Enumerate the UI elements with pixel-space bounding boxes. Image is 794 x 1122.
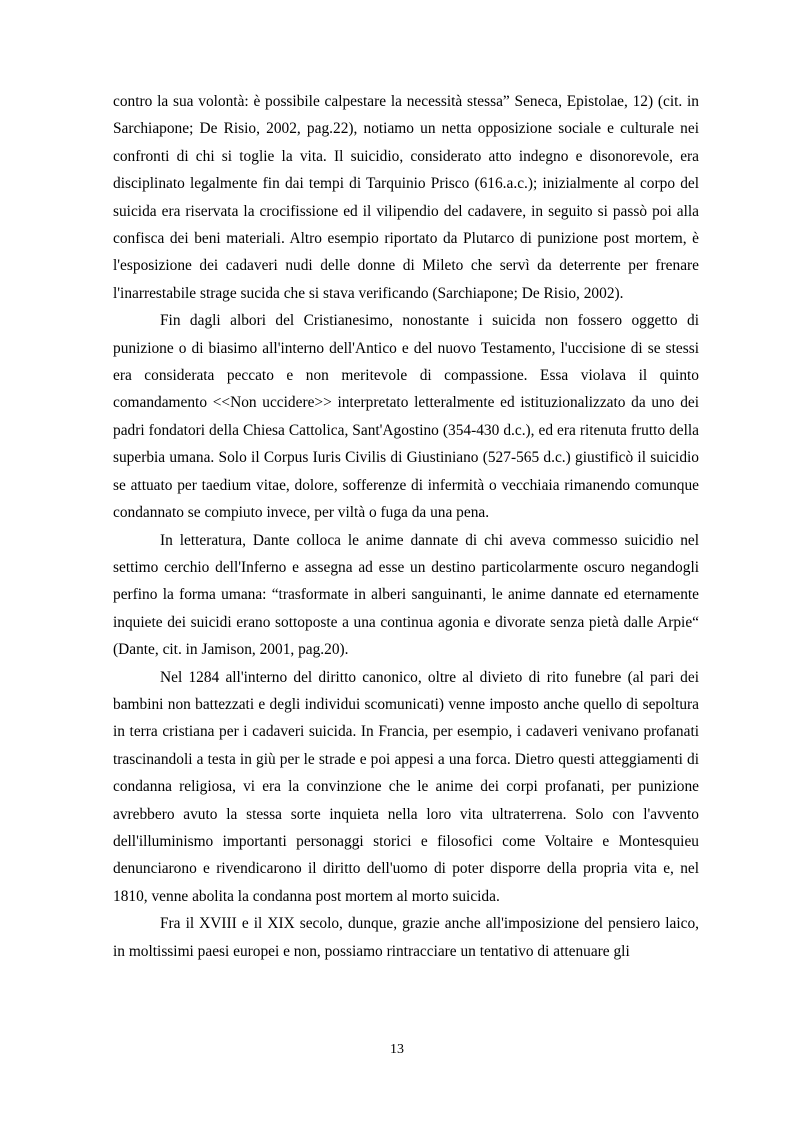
paragraph-3: In letteratura, Dante colloca le anime dannate di chi aveva commesso suicidio nel settimo cerchio dell'Inferno e assegna ad esse un destino particolarmente oscuro negandogli perfino la forma umana: “trasformate in alberi sanguinanti, le anime dannate ed eternamente inquiete dei suicidi erano sottoposte a una continua agonia e divorate senza pietà dalle Arpie“ (Dante, cit. in Jamison, 2001, pag.20).: [113, 531, 699, 659]
paragraph-5: Fra il XVIII e il XIX secolo, dunque, grazie anche all'imposizione del pensiero laico, in moltissimi paesi europei e non, possiamo rintracciare un tentativo di attenuare gli: [113, 915, 699, 960]
document-body: [113, 88, 699, 965]
page-number: 13: [390, 1042, 404, 1057]
paragraph-2: Fin dagli albori del Cristianesimo, nonostante i suicida non fossero oggetto di punizione o di biasimo all'interno dell'Antico e del nuovo Testamento, l'uccisione di se stessi era considerata peccato e non meritevole di compassione. Essa violava il quinto comandamento <<Non uccidere>> interpretato letteralmente ed istituzionalizzato da uno dei padri fondatori della Chiesa Cattolica, Sant'Agostino (354-430 d.c.), ed era ritenuta frutto della superbia umana. Solo il Corpus Iuris Civilis di Giustiniano (527-565 d.c.) giustificò il suicidio se attuato per taedium vitae, dolore, sofferenze di infermità o vecchiaia rimanendo comunque condannato se compiuto invece, per viltà o fuga da una pena.: [113, 312, 699, 522]
paragraph-4: Nel 1284 all'interno del diritto canonico, oltre al divieto di rito funebre (al pari dei bambini non battezzati e degli individui scomunicati) venne imposto anche quello di sepoltura in terra cristiana per i cadaveri suicida. In Francia, per esempio, i cadaveri venivano profanati trascinandoli a testa in giù per le strade e poi appesi a una forca. Dietro questi atteggiamenti di condanna religiosa, vi era la convinzione che le anime dei corpi profanati, per punizione avrebbero avuto la stessa sorte inquieta nella loro vita ultraterrena. Solo con l'avvento dell'illuminismo importanti personaggi storici e filosofici come Voltaire e Montesquieu denunciarono e rivendicarono il diritto dell'uomo di poter disporre della propria vita e, nel 1810, venne abolita la condanna post mortem al morto suicida.: [113, 668, 699, 905]
paragraph-1: contro la sua volontà: è possibile calpestare la necessità stessa” Seneca, Epistolae, 12) (cit. in Sarchiapone; De Risio, 2002, pag.22), notiamo un netta opposizione sociale e culturale nei confronti di chi si toglie la vita. Il suicidio, considerato atto indegno e disonorevole, era disciplinato legalmente fin dai tempi di Tarquinio Prisco (616.a.c.); inizialmente al corpo del suicida era riservata la crocifissione ed il vilipendio del cadavere, in seguito si passò poi alla confisca dei beni materiali. Altro esempio riportato da Plutarco di punizione post mortem, è l'esposizione dei cadaveri nudi delle donne di Mileto che servì da deterrente per frenare l'inarrestabile strage sucida che si stava verificando (Sarchiapone; De Risio, 2002).: [113, 93, 699, 302]
